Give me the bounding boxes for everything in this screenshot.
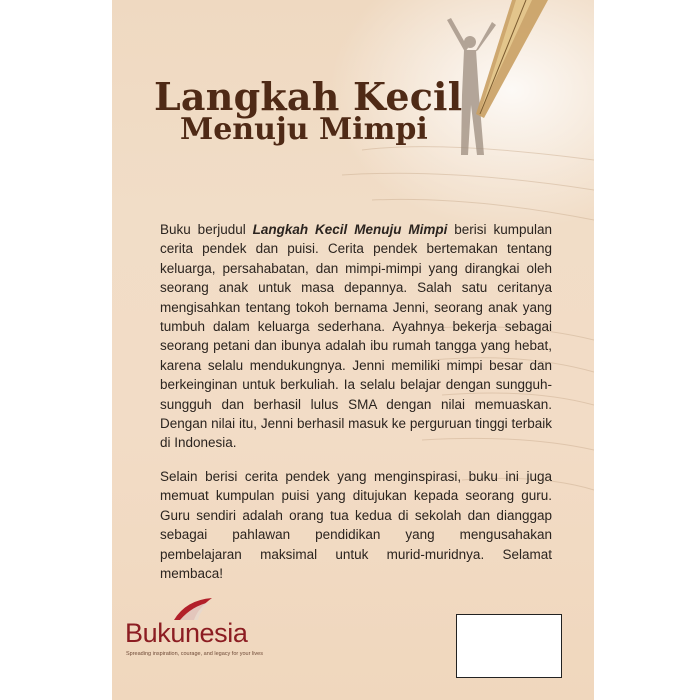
synopsis-book-title: Langkah Kecil Menuju Mimpi: [252, 222, 448, 237]
book-synopsis: [160, 220, 552, 597]
publisher-tagline: Spreading inspiration, courage, and legacy for your lives: [126, 651, 263, 657]
book-title-line-2: Menuju Mimpi: [180, 112, 428, 147]
synopsis-paragraph-1: [160, 220, 552, 453]
book-title-line-1: Langkah Kecil: [154, 74, 463, 119]
synopsis-paragraph-2: Selain berisi cerita pendek yang menginspirasi, buku ini juga memuat kumpulan puisi yang ditujukan kepada seorang guru. Guru sendiri adalah orang tua kedua di sekolah dan dianggap sebagai pahlawan pendidikan yang mengusahakan pembelajaran maksimal untuk murid-muridnya. Selamat membaca!: [160, 468, 552, 581]
synopsis-intro-text: Buku berjudul: [160, 222, 253, 237]
synopsis-text: berisi kumpulan cerita pendek dan puisi. Cerita pendek bertemakan tentang keluarga, persahabatan, dan mimpi-mimpi yang dirangkai oleh seorang anak untuk masa depannya. Salah satu ceritanya mengisahkan tentang tokoh bernama Jenni, seorang anak yang tumbuh dalam keluarga sederhana. Ayahnya bekerja sebagai seorang petani dan ibunya adalah ibu rumah tangga yang hebat, karena selalu mendukungnya. Jenni memiliki mimpi besar dan berkeinginan untuk berkuliah. Ia selalu belajar dengan sungguh-sungguh dan berhasil lulus SMA dengan nilai memuaskan. Dengan nilai itu, Jenni berhasil masuk ke perguruan tinggi terbaik di Indonesia.: [160, 222, 552, 451]
book-back-cover: [112, 0, 594, 700]
barcode-placeholder: [456, 614, 562, 678]
publisher-name: Bukunesia: [125, 618, 248, 648]
